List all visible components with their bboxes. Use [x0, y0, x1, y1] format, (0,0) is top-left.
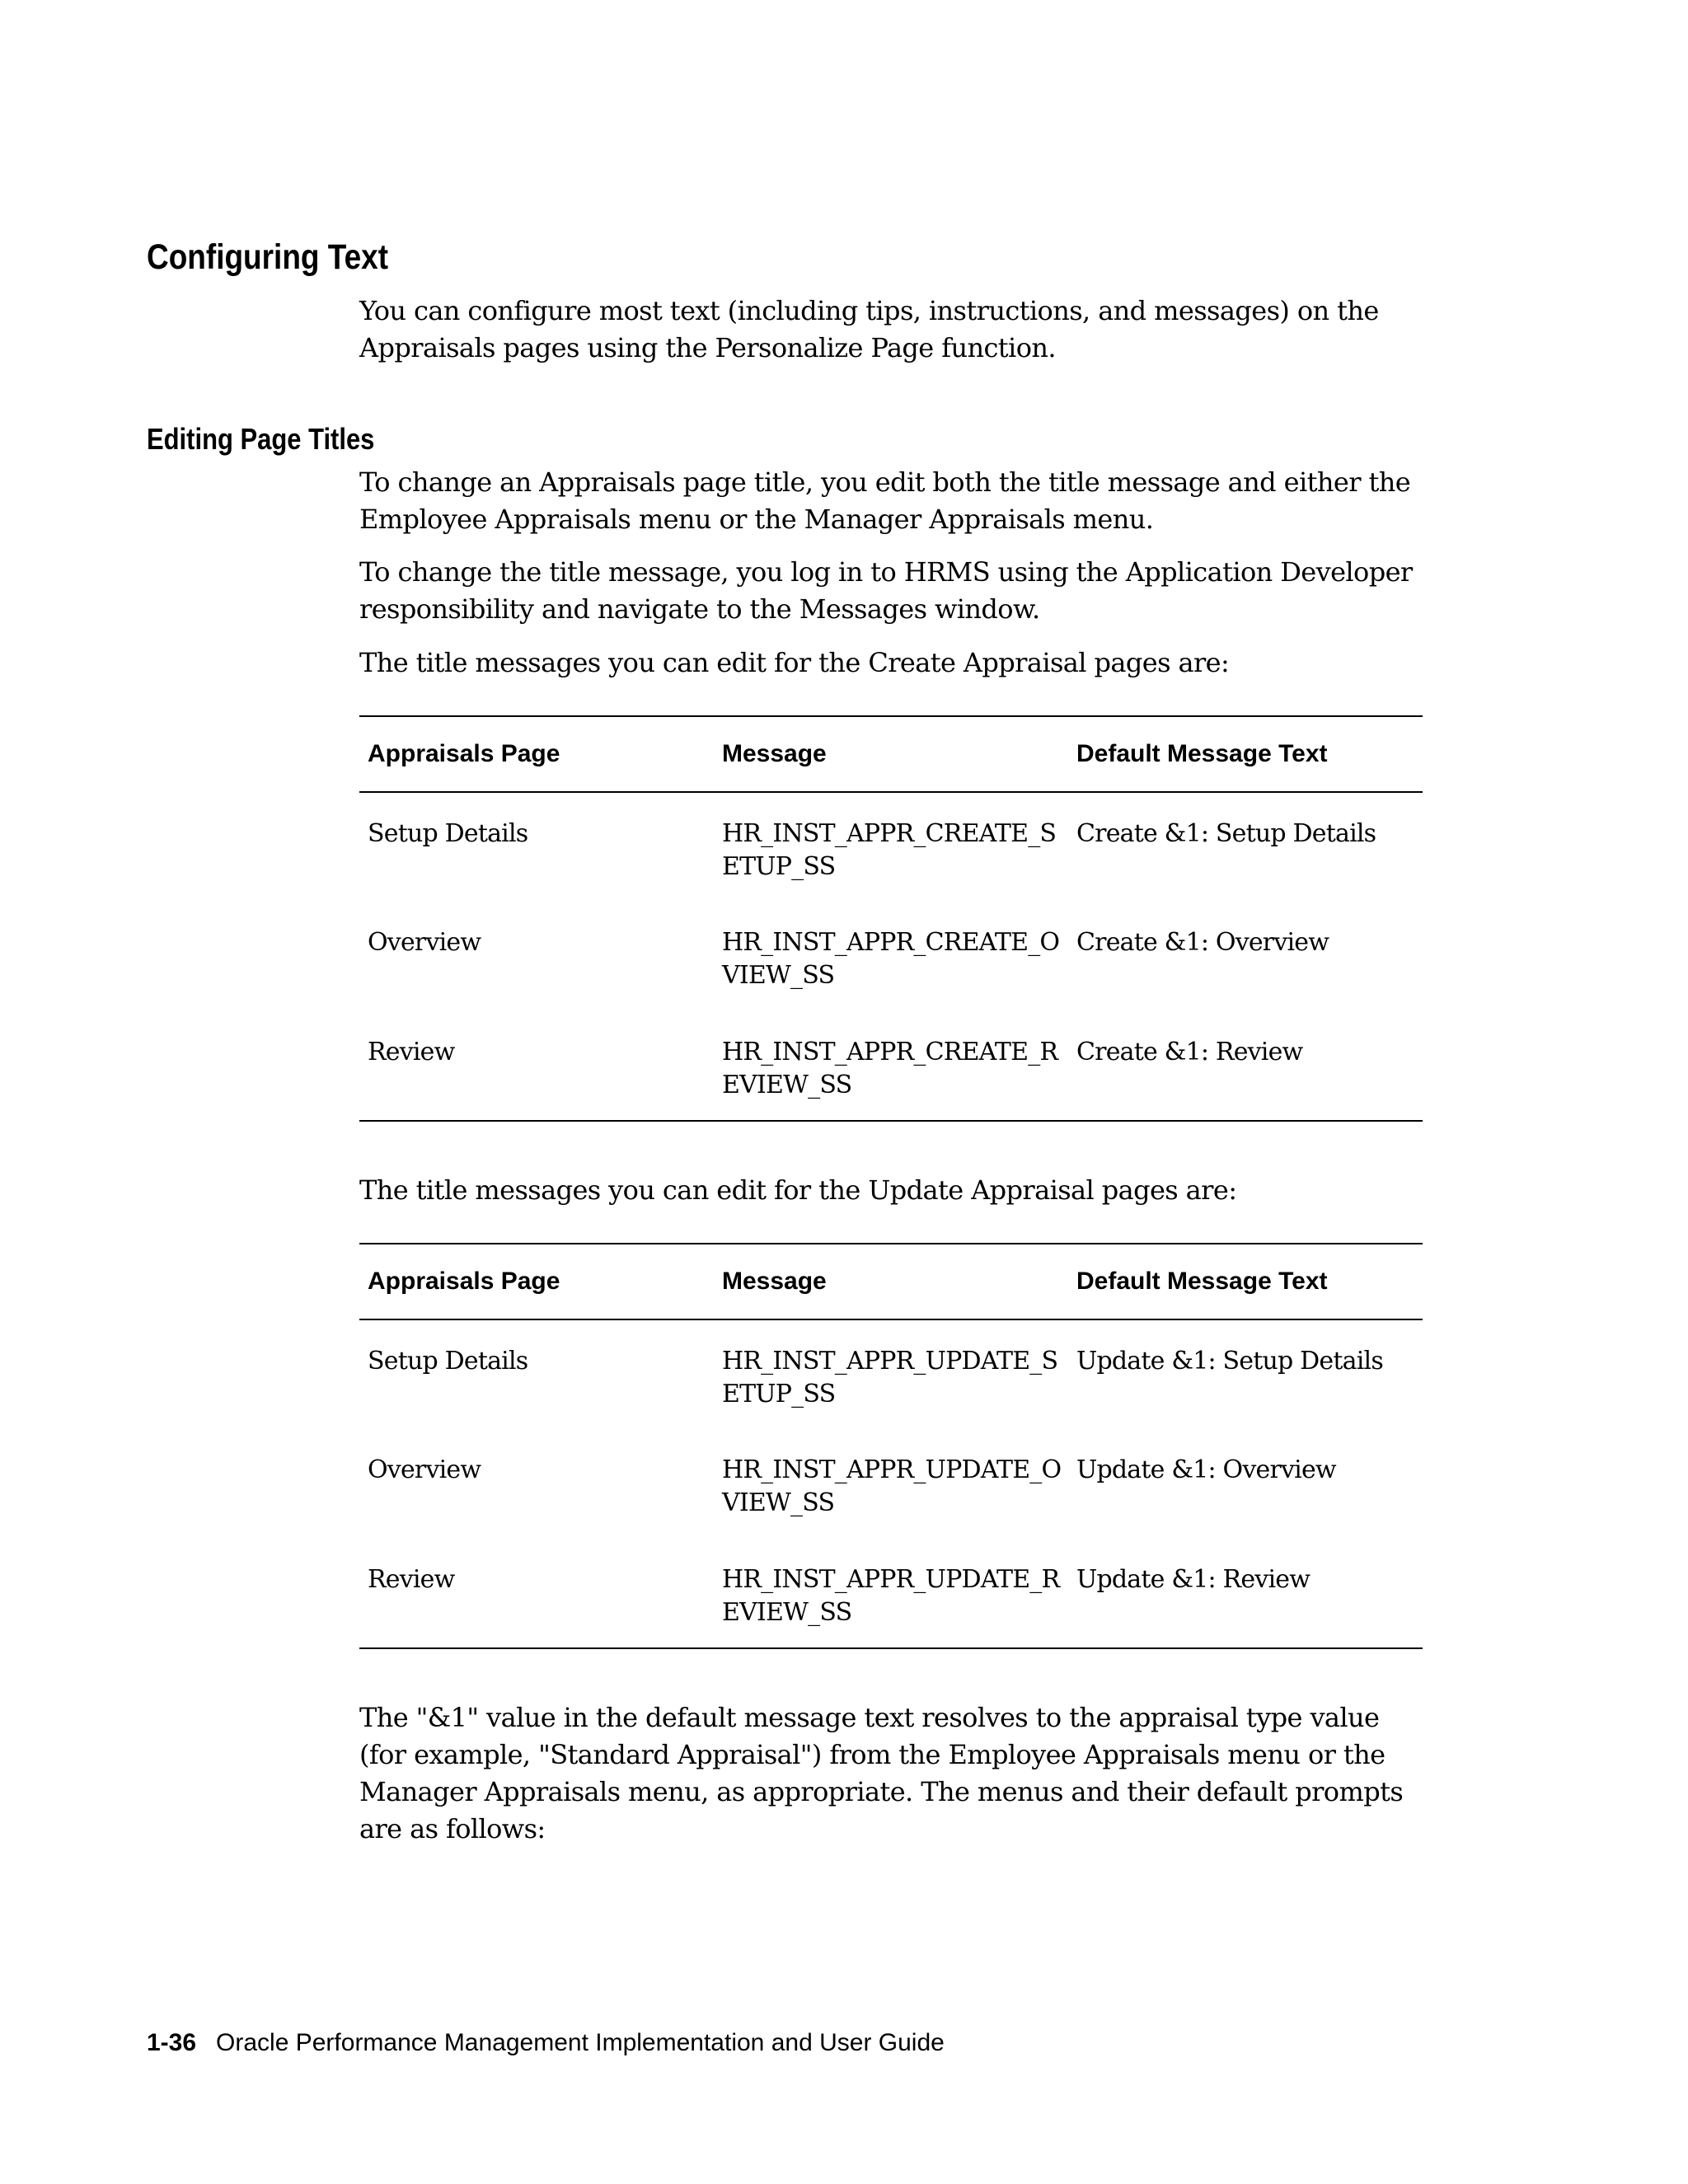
- create-appraisal-table: [359, 715, 1423, 1122]
- table-cell: Create &1: Overview: [1076, 928, 1329, 957]
- table-row: [359, 902, 1423, 1011]
- paragraph-3: The title messages you can edit for the Create Appraisal pages are:: [359, 647, 1230, 678]
- table-row: [359, 1319, 1423, 1429]
- table-cell: Setup Details: [368, 1347, 528, 1376]
- update-appraisal-table: [359, 1243, 1423, 1649]
- column-header: Appraisals Page: [359, 716, 714, 792]
- column-header: Appraisals Page: [359, 1244, 714, 1319]
- table-row: [359, 792, 1423, 902]
- table-cell: Review: [368, 1038, 455, 1066]
- table-cell: HR_INST_APPR_UPDATE_OVIEW_SS: [722, 1455, 1062, 1517]
- table-cell: Overview: [368, 1455, 481, 1484]
- section-intro: You can configure most text (including tips, instructions, and messages) on the Appraisals pages using the Personalize Page function.: [359, 295, 1379, 363]
- page-number: 1-36: [147, 2029, 197, 2056]
- table-row: [359, 1011, 1423, 1121]
- table-cell: Update &1: Setup Details: [1076, 1347, 1383, 1376]
- column-header: Message: [714, 716, 1068, 792]
- table-cell: Update &1: Overview: [1076, 1455, 1336, 1484]
- table-cell: HR_INST_APPR_CREATE_OVIEW_SS: [722, 928, 1060, 990]
- column-header: Message: [714, 1244, 1068, 1319]
- table-header-row: [359, 1244, 1423, 1319]
- section-title: Configuring Text: [147, 237, 389, 277]
- subsection-title: Editing Page Titles: [147, 422, 375, 456]
- table-row: [359, 1539, 1423, 1648]
- paragraph-1: To change an Appraisals page title, you edit both the title message and either the Employee Appraisals menu or the Manager Appraisals menu.: [359, 466, 1411, 535]
- table-cell: HR_INST_APPR_CREATE_SETUP_SS: [722, 819, 1057, 881]
- table-cell: Review: [368, 1565, 455, 1594]
- column-header: Default Message Text: [1068, 1244, 1423, 1319]
- table-cell: HR_INST_APPR_UPDATE_SETUP_SS: [722, 1347, 1058, 1408]
- page-footer: [147, 2029, 945, 2057]
- table-cell: HR_INST_APPR_CREATE_REVIEW_SS: [722, 1038, 1058, 1099]
- table-cell: Create &1: Setup Details: [1076, 819, 1376, 848]
- table-row: [359, 1429, 1423, 1539]
- book-title: Oracle Performance Management Implementation and User Guide: [216, 2029, 945, 2056]
- paragraph-2: To change the title message, you log in to HRMS using the Application Developer responsibility and navigate to the Messages window.: [359, 556, 1413, 625]
- table-cell: Create &1: Review: [1076, 1038, 1303, 1066]
- paragraph-5: The "&1" value in the default message text resolves to the appraisal type value (for example, "Standard Appraisal") from the Employee Appraisals menu or the Manager Appraisals menu, as appropriate. The menus and their default prompts are as follows:: [359, 1702, 1404, 1844]
- table-header-row: [359, 716, 1423, 792]
- column-header: Default Message Text: [1068, 716, 1423, 792]
- table-cell: Update &1: Review: [1076, 1565, 1311, 1594]
- paragraph-4: The title messages you can edit for the Update Appraisal pages are:: [359, 1174, 1237, 1206]
- table-cell: HR_INST_APPR_UPDATE_REVIEW_SS: [722, 1565, 1060, 1627]
- table-cell: Setup Details: [368, 819, 528, 848]
- table-cell: Overview: [368, 928, 481, 957]
